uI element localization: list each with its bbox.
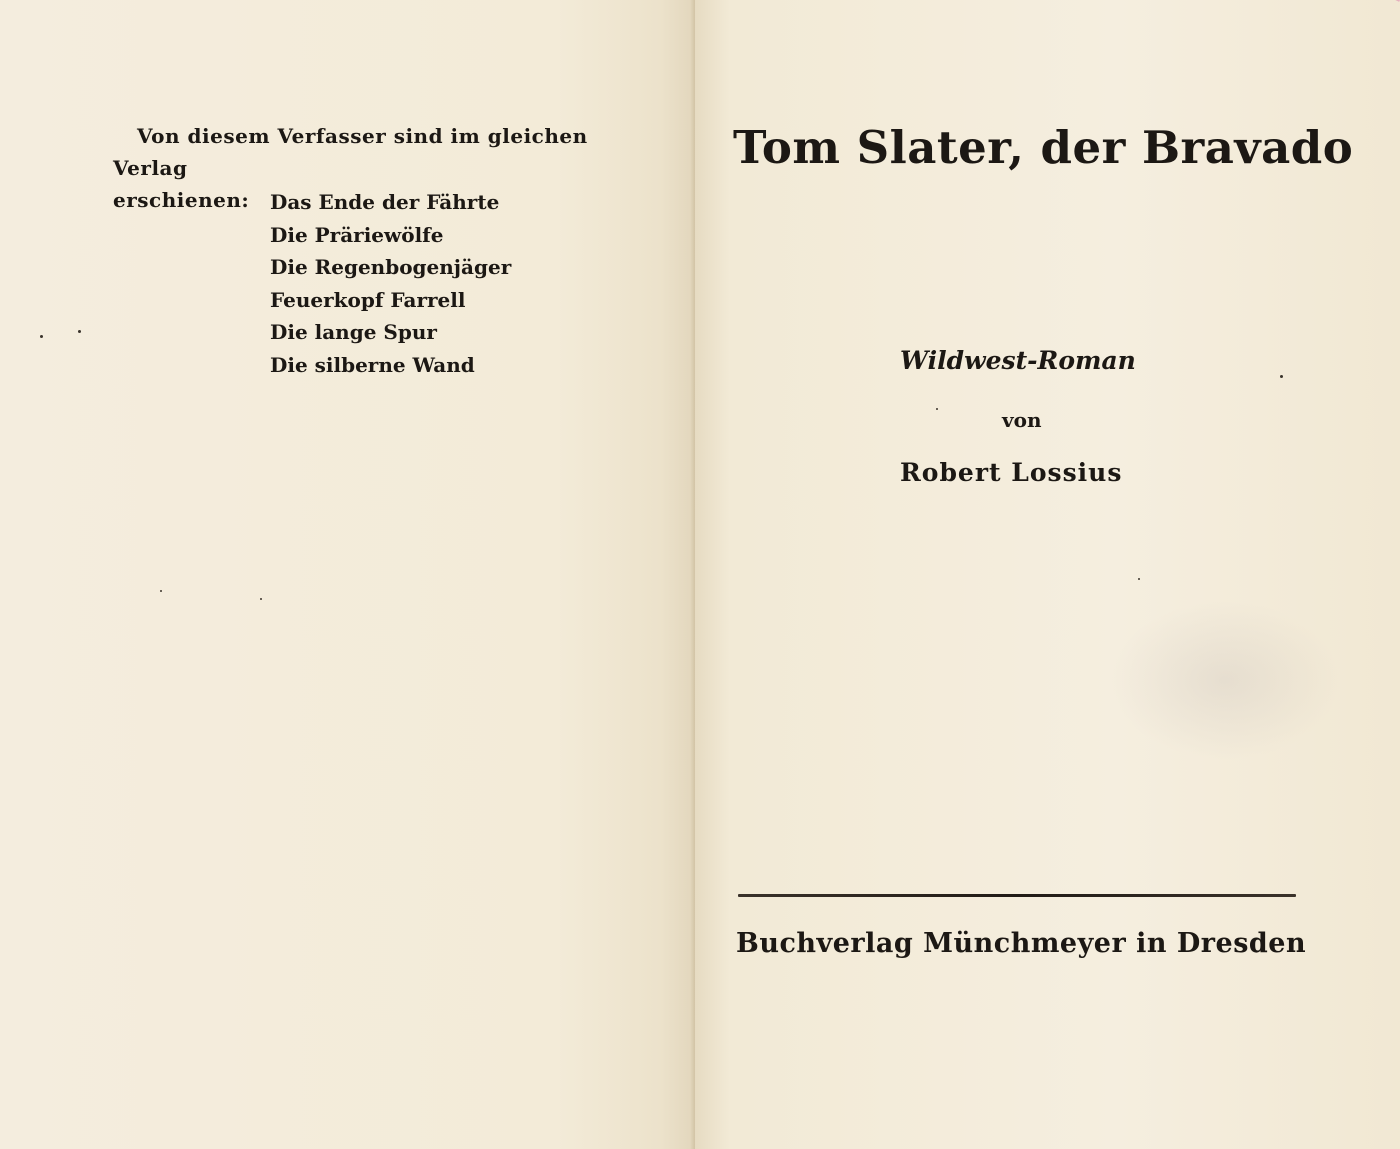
paper-speck (40, 335, 43, 338)
book-title: Die Regenbogenjäger (270, 255, 512, 279)
faded-stamp (1110, 600, 1340, 760)
paper-speck (1280, 375, 1283, 378)
intro-line-2: erschienen: (113, 188, 250, 212)
book-title: Die silberne Wand (270, 352, 475, 377)
publisher-imprint: Buchverlag Münchmeyer in Dresden (736, 928, 1307, 959)
book-title-heading: Tom Slater, der Bravado (733, 121, 1354, 174)
author-name: Robert Lossius (900, 458, 1123, 487)
by-label: von (1002, 408, 1042, 432)
paper-speck (78, 330, 81, 333)
left-page (0, 0, 695, 1149)
book-title: Das Ende der Fährte (270, 190, 500, 214)
book-title: Feuerkopf Farrell (270, 287, 466, 312)
paper-speck (260, 598, 262, 600)
paper-speck (936, 408, 938, 410)
intro-line-1: Von diesem Verfasser sind im gleichen Verlag (113, 124, 588, 180)
book-subtitle: Wildwest-Roman (900, 346, 1136, 375)
divider-rule (738, 894, 1296, 897)
book-title: Die Präriewölfe (270, 222, 444, 247)
paper-speck (160, 590, 162, 592)
paper-speck (1138, 578, 1140, 580)
book-list (270, 186, 511, 381)
book-title: Die lange Spur (270, 320, 437, 344)
